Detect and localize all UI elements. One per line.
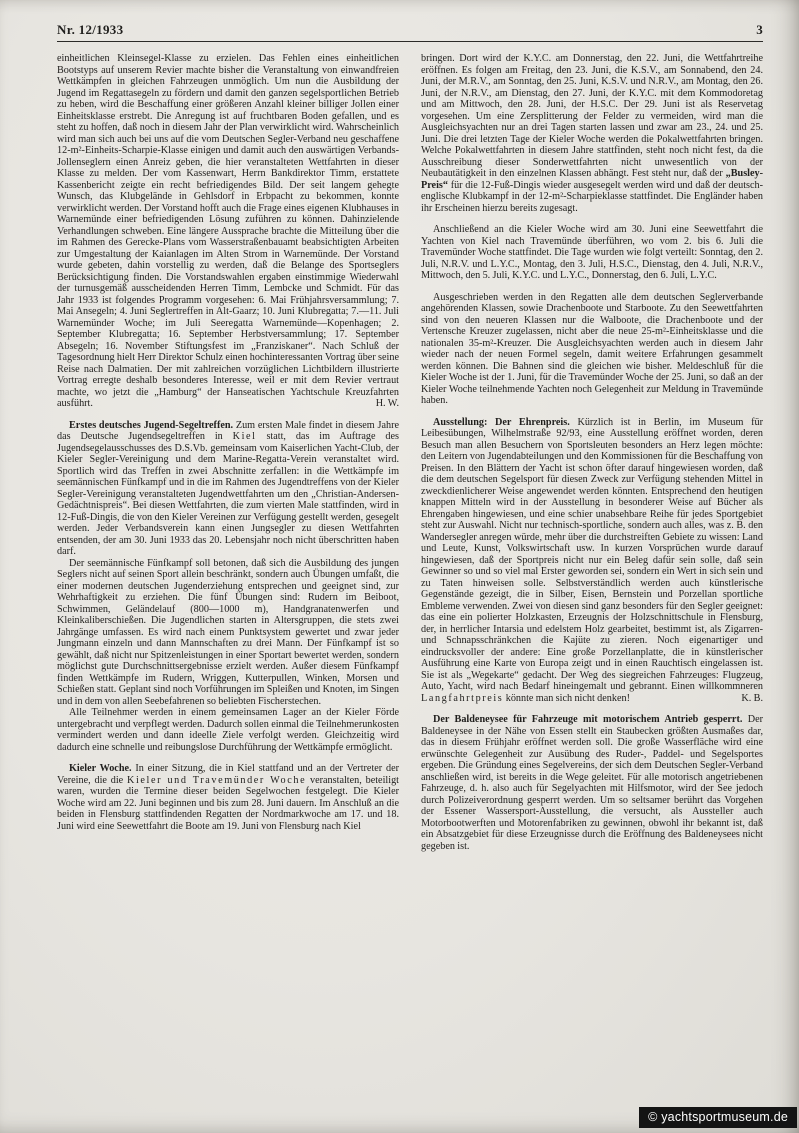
left-column bbox=[57, 53, 399, 1109]
paragraph bbox=[421, 224, 763, 282]
paragraph bbox=[57, 53, 399, 410]
header-rule bbox=[57, 41, 763, 42]
article-paragraph bbox=[421, 417, 763, 705]
paragraph bbox=[421, 292, 763, 407]
run-in-heading: Der Baldeneysee für Fahrzeuge mit motorischem Antrieb gesperrt. bbox=[433, 714, 743, 725]
text-segment: Zum ersten Male findet in diesem Jahre das Deutsche Jugendsegeltreffen in bbox=[57, 419, 399, 442]
page-number: 3 bbox=[756, 22, 763, 37]
article-columns bbox=[57, 53, 763, 1109]
article-paragraph bbox=[421, 714, 763, 852]
run-in-heading: „Busley-Preis“ bbox=[421, 168, 763, 191]
text-segment: Der Baldeneysee in der Nähe von Essen stellt ein Staubecken größten Ausmaßes dar, das in diesem Frühjahr eröffnet werden soll. Die große Wasserfläche wird eine erwünschte Gelegenheit zur Ausübung des Ruder-, Paddel- und Segelsportes ergeben. Die Gründung eines Segelvereins, der sich dem Deutschen Segler-Verband anschließen wird, ist bereits in die Wege geleitet. Für alle motorisch angetriebenen Fahrzeuge, d. h. also auch für Segelyachten mit Hilfsmotor, wird der See jedoch durch Polizeiverordnung gesperrt werden. Um so seltsamer berührt das Vorgehen der Essener Wassersport-Ausstellung, die versucht, als Aussteller auch Motorbootwerften und Motorenfabriken zu gewinnen, obwohl ihr bekannt ist, daß ein Absatzgebiet für diese Erzeugnisse durch die Eröffnung des Baldeneysees nicht gegeben ist. bbox=[421, 714, 763, 852]
text-segment: Anschließend an die Kieler Woche wird am 30. Juni eine Seewettfahrt die Yachten von Kiel nach Travemünde überführen, wo vom 2. bis 6. Juli die Travemünder Woche stattfindet. Die Tage wurden wie folgt verteilt: Sonntag, den 2. Juli, N.R.V. und L.Y.C., Montag, den 3. Juli, H.S.C., Dienstag, den 4. Juli, N.R.V., Mittwoch, den 5. Juli, K.Y.C. und L.Y.C., Donnerstag, den 6. Juli, L.Y.C. bbox=[421, 224, 763, 281]
text-segment: einheitlichen Kleinsegel-Klasse zu erzielen. Das Fehlen eines einheitlichen Bootstyps auf unserem Revier machte bisher die Veranstaltung von einwandfreien Wettkämpfen in gleichen Fahrzeugen unmöglich. Um nun die Ausbildung der Jugend im Regattasegeln zu fördern und damit den ganzen segelsportlichen Betrieb zu heben, wird die Beschaffung einer größeren Anzahl kleiner billiger Jollen einer Einheitsklasse erstrebt. Die Anregung ist auf fruchtbaren Boden gefallen, und es steht zu hoffen, daß noch in diesem Jahr der Plan verwirklicht wird. Wahrscheinlich wird man sich auch bei uns auf die vom Deutschen Segler-Verband neu geschaffene 12-m²-Einheits-Scharpie-Klasse einigen und damit auch den auswärtigen Verbands-Jollenseglern einen Anreiz geben, die hier veranstalteten Wettfahrten in dieser Klasse zu melden. Der vom Kassenwart, Herrn Bankdirektor Timm, erstattete Kassenbericht zeigte ein recht befriedigendes Bild. Der seit langem gehegte Wunsch, das Klubgelände in Gehlsdorf in Erbpacht zu bekommen, konnte verwirklicht werden. Der Vorstand hofft auch die Frage eines eigenen Klubhauses in Warnemünde einer befriedigenden Lösung zuführen zu können. Dahinzielende Verhandlungen schweben. Eine längere Aussprache brachte die Mitteilung über die im Rahmen des Gerecke-Plans vom Wasserstraßenbauamt beabsichtigten Arbeiten zur Umgestaltung der Kaianlagen im Alten Strom in Warnemünde. Der Vorstand wurde gebeten, dahin vorstellig zu werden, daß die Belange des Sportseglers Berücksichtigung finden. Die Vorstandswahlen ergaben einstimmige Wiederwahl der turnusgemäß ausscheidenden Herren Timm, Lembcke und Schmidt. Für das Jahr 1933 ist folgendes Programm vorgesehen: 6. Mai Frühjahrsversammlung; 7. Mai Ansegeln; 4. Juni Seglertreffen in Alt-Gaarz; 10. Juni Klubregatta; 7.—11. Juli Warnemünder Woche; im Juli Seeregatta Warnemünde—Kopenhagen; 2. September Klubregatta; 16. September Herbstversammlung; 17. September Absegeln; 16. November Stiftungsfest im „Franziskaner“. Nach Schluß der Tagesordnung hielt Herr Direktor Schulz einen hochinteressanten Vortrag über seine Reise nach Dalmatien. Der mit zahlreichen vorzüglichen Lichtbildern illustrierte Vortrag erregte deshalb besonderes Interesse, weil er mit dem Revier vertraut machte, wo jetzt die „Hamburg“ der Hanseatischen Yachtschule Kreuzfahrten ausführt. bbox=[57, 53, 399, 409]
paragraph bbox=[57, 707, 399, 753]
text-segment: für die 12-Fuß-Dingis wieder ausgesegelt werden wird und daß der deutsch-englische Klubkampf in der 12-m²-Scharpieklasse stattfindet. Die Engländer haben ihr Erscheinen hierzu bereits zugesagt. bbox=[421, 179, 763, 214]
text-segment: Ausgeschrieben werden in den Regatten alle dem deutschen Seglerverbande angehörenden Klassen, sowie Drachenboote und Starboote. Zu den Seewettfahrten sind von den neueren Klassen nur die Walboote, die Drachenboote und der Vertensche Kreuzer zugelassen, nicht aber die neue 25-m²-Einheitsklasse und die nationalen 35-m²-Kreuzer. Die Ausgleichsyachten werden auch in diesem Jahr wieder nach der neuen Formel segeln, damit weitere Erfahrungen gesammelt werden können. Die Bahnen sind die gleichen wie bisher. Meldeschluß für die Kieler Woche ist der 1. Juni, für die Travemünder Woche der 25. Juni, so daß an der Kieler Woche teilnehmende Yachten noch Gelegenheit zur Meldung in Travemünde haben. bbox=[421, 291, 763, 406]
text-segment: Langfahrtpreis bbox=[421, 692, 504, 704]
page-header bbox=[57, 22, 763, 38]
run-in-heading: Ausstellung: Der Ehrenpreis. bbox=[433, 416, 570, 428]
text-segment: Kieler und Travemünder Woche bbox=[127, 774, 307, 786]
run-in-heading: Kieler Woche. bbox=[69, 763, 132, 774]
issue-number: Nr. 12/1933 bbox=[57, 22, 124, 37]
text-segment: statt, das im Auftrage des Jugendsegelausschusses des D.S.Vb. gemeinsam vom Kaiserlichen Yacht-Club, der Kieler Segler-Vereinigung und dem Marine-Regatta-Verein veranstaltet wird. Sportlich wird das Treffen in zwei Abschnitte zerfallen: in die Wettkämpfe im seemännischen Fünfkampf und in die im Rahmen des Jugendtreffens von der Kieler Segler-Vereinigung veranstalteten Jugendwettfahrten um den „Christian-Andersen-Gedächtnispreis“. Bei diesen Wettfahrten, die zum vierten Male stattfinden, wird in 12-Fuß-Dingis, die von den Kieler Vereinen zur Verfügung gestellt werden, gesegelt werden. Jeder Verbandsverein kann einen Jungsegler zu diesen Wettfahrten entsenden, der am 30. Juni 1933 das 20. Lebensjahr noch nicht überschritten haben darf. bbox=[57, 431, 399, 557]
run-in-heading: Erstes deutsches Jugend-Segeltreffen. bbox=[69, 419, 234, 431]
paragraph bbox=[421, 53, 763, 214]
watermark: © yachtsportmuseum.de bbox=[639, 1107, 797, 1128]
text-segment: Der seemännische Fünfkampf soll betonen, daß sich die Ausbildung des jungen Seglers nicht auf seinen Sport allein beschränkt, sondern auch Übungen umfaßt, die einer modernen deutschen Jugenderziehung entsprechen und geeignet sind, zur Wehrhaftigkeit zu erziehen. Die fünf Übungen sind: Rudern im Beiboot, Schwimmen, Geländelauf (800—1000 m), Handgranatenwerfen und Kleinkaliberschießen. Die Jugendlichen starten in Altersgruppen, die stets zwei Jahrgänge umfassen. Es wird nach einem Punktsystem gewertet und zwar jeder Jungmann einzeln und dann Mannschaften zu drei Mann. Der Fünfkampf ist so gewählt, daß nicht nur Spitzenleistungen in einer Sportart bewertet werden, sondern möglichst gute Durchschnittsergebnisse erzielt werden. Außer diesem Fünfkampf finden Wettkämpfe im Rudern, Wriggen, Kutterpullen, Winken, Morsen und Schießen statt. Geplant sind noch Vorführungen im Spleißen und Knoten, im Singen und in dem von allen Seebefahrenen so beliebten Fischerstechen. bbox=[57, 557, 399, 707]
text-segment: bringen. Dort wird der K.Y.C. am Donnerstag, den 22. Juni, die Wettfahrtreihe eröffnen. Es folgen am Freitag, den 23. Juni, die K.S.V., am Sonnabend, den 24. Juni, der M.R.V., am Sonntag, den 25. Juni, K.S.V. und N.R.V., am Montag, den 26. Juni, der N.R.V., am Dienstag, den 27. Juni, der K.Y.C. mit dem Kommodoretag und am Mittwoch, den 28. Juni, der H.S.C. Der 29. Juni ist als Reservetag vorgesehen. Um eine Zersplitterung der Felder zu vermeiden, wird man die Ausgleichsyachten nur an drei Tagen starten lassen und zwar am 23., 24. und 25. Juni. Die drei letzten Tage der Kieler Woche werden die Pokalwettfahrten bringen. Welche Pokalwettfahrten in diesem Jahre stattfinden, steht noch nicht fest, da die Ausschreibung dieser Sonderwettfahrten nicht unwesentlich von der Neubautätigkeit in den einzelnen Klassen abhängt. Fest steht nur, daß der bbox=[421, 53, 763, 179]
text-segment: In einer Sitzung, die in Kiel stattfand und an der Vertreter der Vereine, die die bbox=[57, 763, 399, 786]
text-segment: Kiel bbox=[232, 431, 257, 442]
article-paragraph bbox=[57, 420, 399, 558]
text-segment: könnte man sich nicht denken! bbox=[503, 692, 630, 704]
text-segment: veranstalten, beteiligt waren, wurden die Termine dieser beiden Segelwochen festgelegt. Die Kieler Woche wird am 22. Juni beginnen und bis zum 28. Juni dauern. Im Anschluß an die beiden in Flensburg stattfindenden Regatten der Nordmarkwoche am 17. und 18. Juni wird eine Seewettfahrt die Boote am 19. Juni von Flensburg nach Kiel bbox=[57, 774, 399, 832]
article-paragraph bbox=[57, 763, 399, 832]
text-segment: Alle Teilnehmer werden in einem gemeinsamen Lager an der Kieler Förde untergebracht und verpflegt werden. Dadurch sollen einmal die Teilnehmerunkosten vermindert werden und dann ideelle Ziele verfolgt werden. Gleichzeitig wird dadurch eine schnelle und reibungslose Durchführung der Wettkämpfe ermöglicht. bbox=[57, 707, 399, 753]
right-column bbox=[421, 53, 763, 1109]
author-initials: K. B. bbox=[741, 692, 763, 704]
text-segment: Kürzlich ist in Berlin, im Museum für Leibesübungen, Wilhelmstraße 92/93, eine Ausstellung eröffnet worden, deren Besuch man allen Besuchern von Sportsleuten besonders an Herz legen möchte: den Leitern von Jugendabteilungen und den Kommissionen für die Beschaffung von Preisen. In den Blättern der Yacht ist schon öfter darauf hingewiesen worden, daß die dem deutschen Segelsport für diesen Zweck zur Verfügung stehenden Mittel in zweckdienlicherer Weise angewendet werden könnten. Entsprechend den heutigen knappen Mitteln wird in der Ausstellung in besonderer Weise auf Bücher als Ehrengaben hingewiesen, und eine schier unabsehbare Reihe für jedes Sportgebiet steht zur Auswahl. Nicht nur technisch-sportliche, sondern auch alles, was z. B. den Wandersegler anregen würde, mehr über die durchstreiften Gebiete zu wissen: Land und Leute, Kunst, Volkswirtschaft usw. In kurzen Vorsprüchen wurde darauf hingewiesen, daß der Sportpreis nicht nur ein Beleg dafür sein solle, daß sein Gewinner so und so viel mal Erster geworden sei, sondern ein Wert in sich sein und zu Taten hinweisen solle. Selbstverständlich werden auch künstlerische Gegenstände gezeigt, die in Silber, Eisen, Bernstein und Porzellan sportliche Embleme verwenden. Zwei von diesen sind ganz besonders für den Segler geeignet: das eine ein polierter Holzkasten, Erzeugnis der Holzschnittschule in Flensburg, der, in herrlicher Intarsia und edelstem Holz gearbeitet, bestimmt ist, als Zigarren- und Schnapsschränkchen die Kajüte zu zieren. Noch eigenartiger und eindrucksvoller der andere: Eine große Porzellanplatte, die in künstlerischer Ausführung eine Karte von Europa zeigt und in einen Rauchtisch eingelassen ist. Sie ist als „Wegekarte“ gedacht. Der Weg des siegreichen Fahrzeuges: Flugzeug, Auto, Yacht, wird nach Bedarf hineingemalt und gebrannt. Einen willkommneren bbox=[421, 416, 763, 692]
paragraph bbox=[57, 558, 399, 708]
author-initials: H. W. bbox=[375, 398, 399, 409]
